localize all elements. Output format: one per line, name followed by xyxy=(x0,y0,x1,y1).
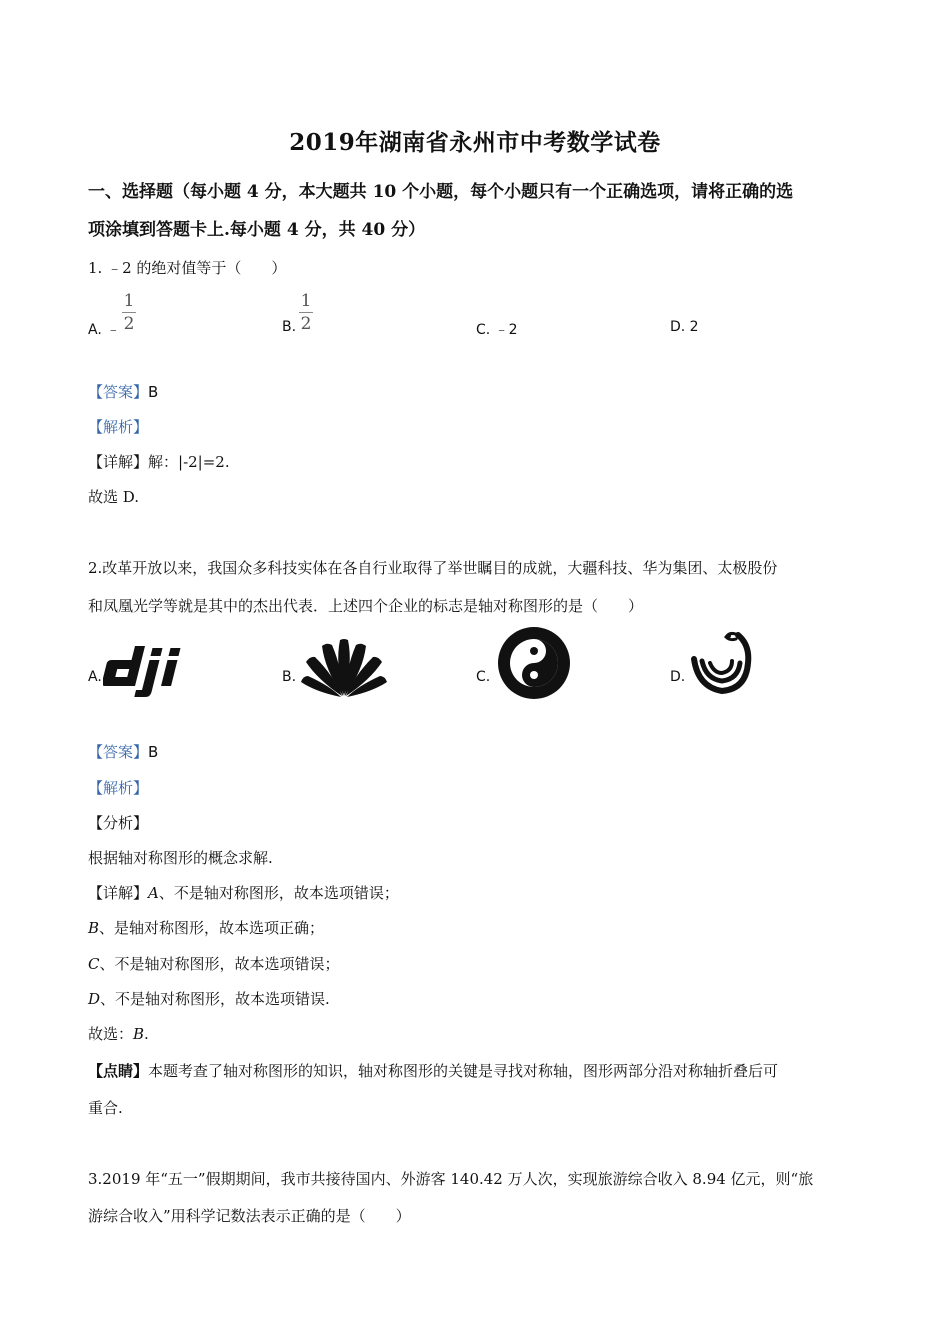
q2-option-a-label: A. xyxy=(88,669,102,685)
q2-detail-c-text: 、不是轴对称图形，故本选项错误； xyxy=(99,955,340,973)
section-heading-line2: 项涂填到答题卡上.每小题 4 分，共 40 分） xyxy=(88,220,426,240)
q2-detail-a-text: 、不是轴对称图形，故本选项错误； xyxy=(158,884,399,902)
q1-detail xyxy=(88,452,230,472)
q2-option-b-label: B. xyxy=(282,669,297,685)
q2-conclusion-letter: B xyxy=(133,1025,145,1043)
q1-option-b xyxy=(282,319,296,335)
q2-detail-b-text: 、是轴对称图形，故本选项正确； xyxy=(99,919,325,937)
q1-stem: 1. ﹣2 的绝对值等于（ ） xyxy=(88,259,287,277)
phoenix-logo-icon xyxy=(684,627,756,699)
q1-answer xyxy=(88,382,158,402)
q1-analysis-label: 【解析】 xyxy=(88,418,149,436)
page-title: 2019年湖南省永州市中考数学试卷 xyxy=(289,129,661,156)
q2-detail-b-letter: B xyxy=(88,919,100,937)
q2-dianjing-text1: 本题考查了轴对称图形的知识，轴对称图形的关键是寻找对称轴，图形两部分沿对称轴折叠后可 xyxy=(148,1062,779,1080)
q2-dianjing-line2: 重合. xyxy=(88,1099,123,1117)
q3-stem-line2: 游综合收入”用科学记数法表示正确的是（ ） xyxy=(88,1207,411,1225)
huawei-logo-icon xyxy=(298,636,390,698)
q1-option-a-numerator: 1 xyxy=(123,291,135,311)
q1-detail-label: 【详解】 xyxy=(88,453,149,471)
q2-detail-b xyxy=(88,918,324,938)
q1-option-a-prefix: A. ﹣ xyxy=(88,322,121,338)
q2-conclusion-suffix: . xyxy=(144,1025,149,1043)
q2-detail-d-letter: D xyxy=(88,990,101,1008)
q2-stem-line1: 2.改革开放以来，我国众多科技实体在各自行业取得了举世瞩目的成就，大疆科技、华为集团、太极股份 xyxy=(88,559,778,577)
q2-detail-a xyxy=(88,883,399,903)
dji-logo-icon xyxy=(103,646,193,698)
q2-answer-label: 【答案】 xyxy=(88,743,149,761)
taiji-logo-icon xyxy=(497,626,571,700)
section-heading-line1: 一、选择题（每小题 4 分，本大题共 10 个小题，每个小题只有一个正确选项，请将正确的选 xyxy=(88,182,794,202)
q2-conclusion xyxy=(88,1024,149,1044)
q1-answer-value: B xyxy=(148,383,159,401)
q1-detail-text: 解：|-2|=2. xyxy=(148,453,230,471)
q2-conclusion-prefix: 故选： xyxy=(88,1025,134,1043)
q1-option-c: C. ﹣2 xyxy=(476,322,518,338)
q3-stem-line1: 3.2019 年“五一”假期期间，我市共接待国内、外游客 140.42 万人次，实现旅游综合收入 8.94 亿元，则“旅 xyxy=(88,1170,814,1188)
q2-option-d-label: D. xyxy=(670,669,686,685)
q2-dianjing-label: 【点睛】 xyxy=(88,1062,149,1080)
q2-option-c-label: C. xyxy=(476,669,491,685)
q2-answer-value: B xyxy=(148,743,159,761)
q2-detail-a-letter: A xyxy=(148,884,159,902)
q1-option-a-fraction xyxy=(122,292,136,333)
q1-option-b-numerator: 1 xyxy=(300,291,312,311)
q2-detail-d-text: 、不是轴对称图形，故本选项错误. xyxy=(100,990,330,1008)
q1-option-b-fraction xyxy=(299,292,313,333)
q2-fenxi-text: 根据轴对称图形的概念求解. xyxy=(88,849,273,867)
q1-option-a xyxy=(88,319,120,339)
q2-detail-c xyxy=(88,954,340,974)
q2-fenxi-label: 【分析】 xyxy=(88,814,149,832)
q2-detail-label: 【详解】 xyxy=(88,884,149,902)
q1-option-a-denominator: 2 xyxy=(123,314,135,334)
q2-dianjing-line1 xyxy=(88,1061,778,1081)
q1-option-d: D. 2 xyxy=(670,319,699,335)
q1-conclusion: 故选 D. xyxy=(88,488,140,506)
q1-answer-label: 【答案】 xyxy=(88,383,149,401)
q2-answer xyxy=(88,742,158,762)
q2-analysis-label: 【解析】 xyxy=(88,779,149,797)
q2-stem-line2: 和凤凰光学等就是其中的杰出代表．上述四个企业的标志是轴对称图形的是（ ） xyxy=(88,597,644,615)
q1-option-b-denominator: 2 xyxy=(300,314,312,334)
q2-detail-d xyxy=(88,989,330,1009)
q1-option-b-prefix: B. xyxy=(282,319,297,335)
q2-detail-c-letter: C xyxy=(88,955,100,973)
